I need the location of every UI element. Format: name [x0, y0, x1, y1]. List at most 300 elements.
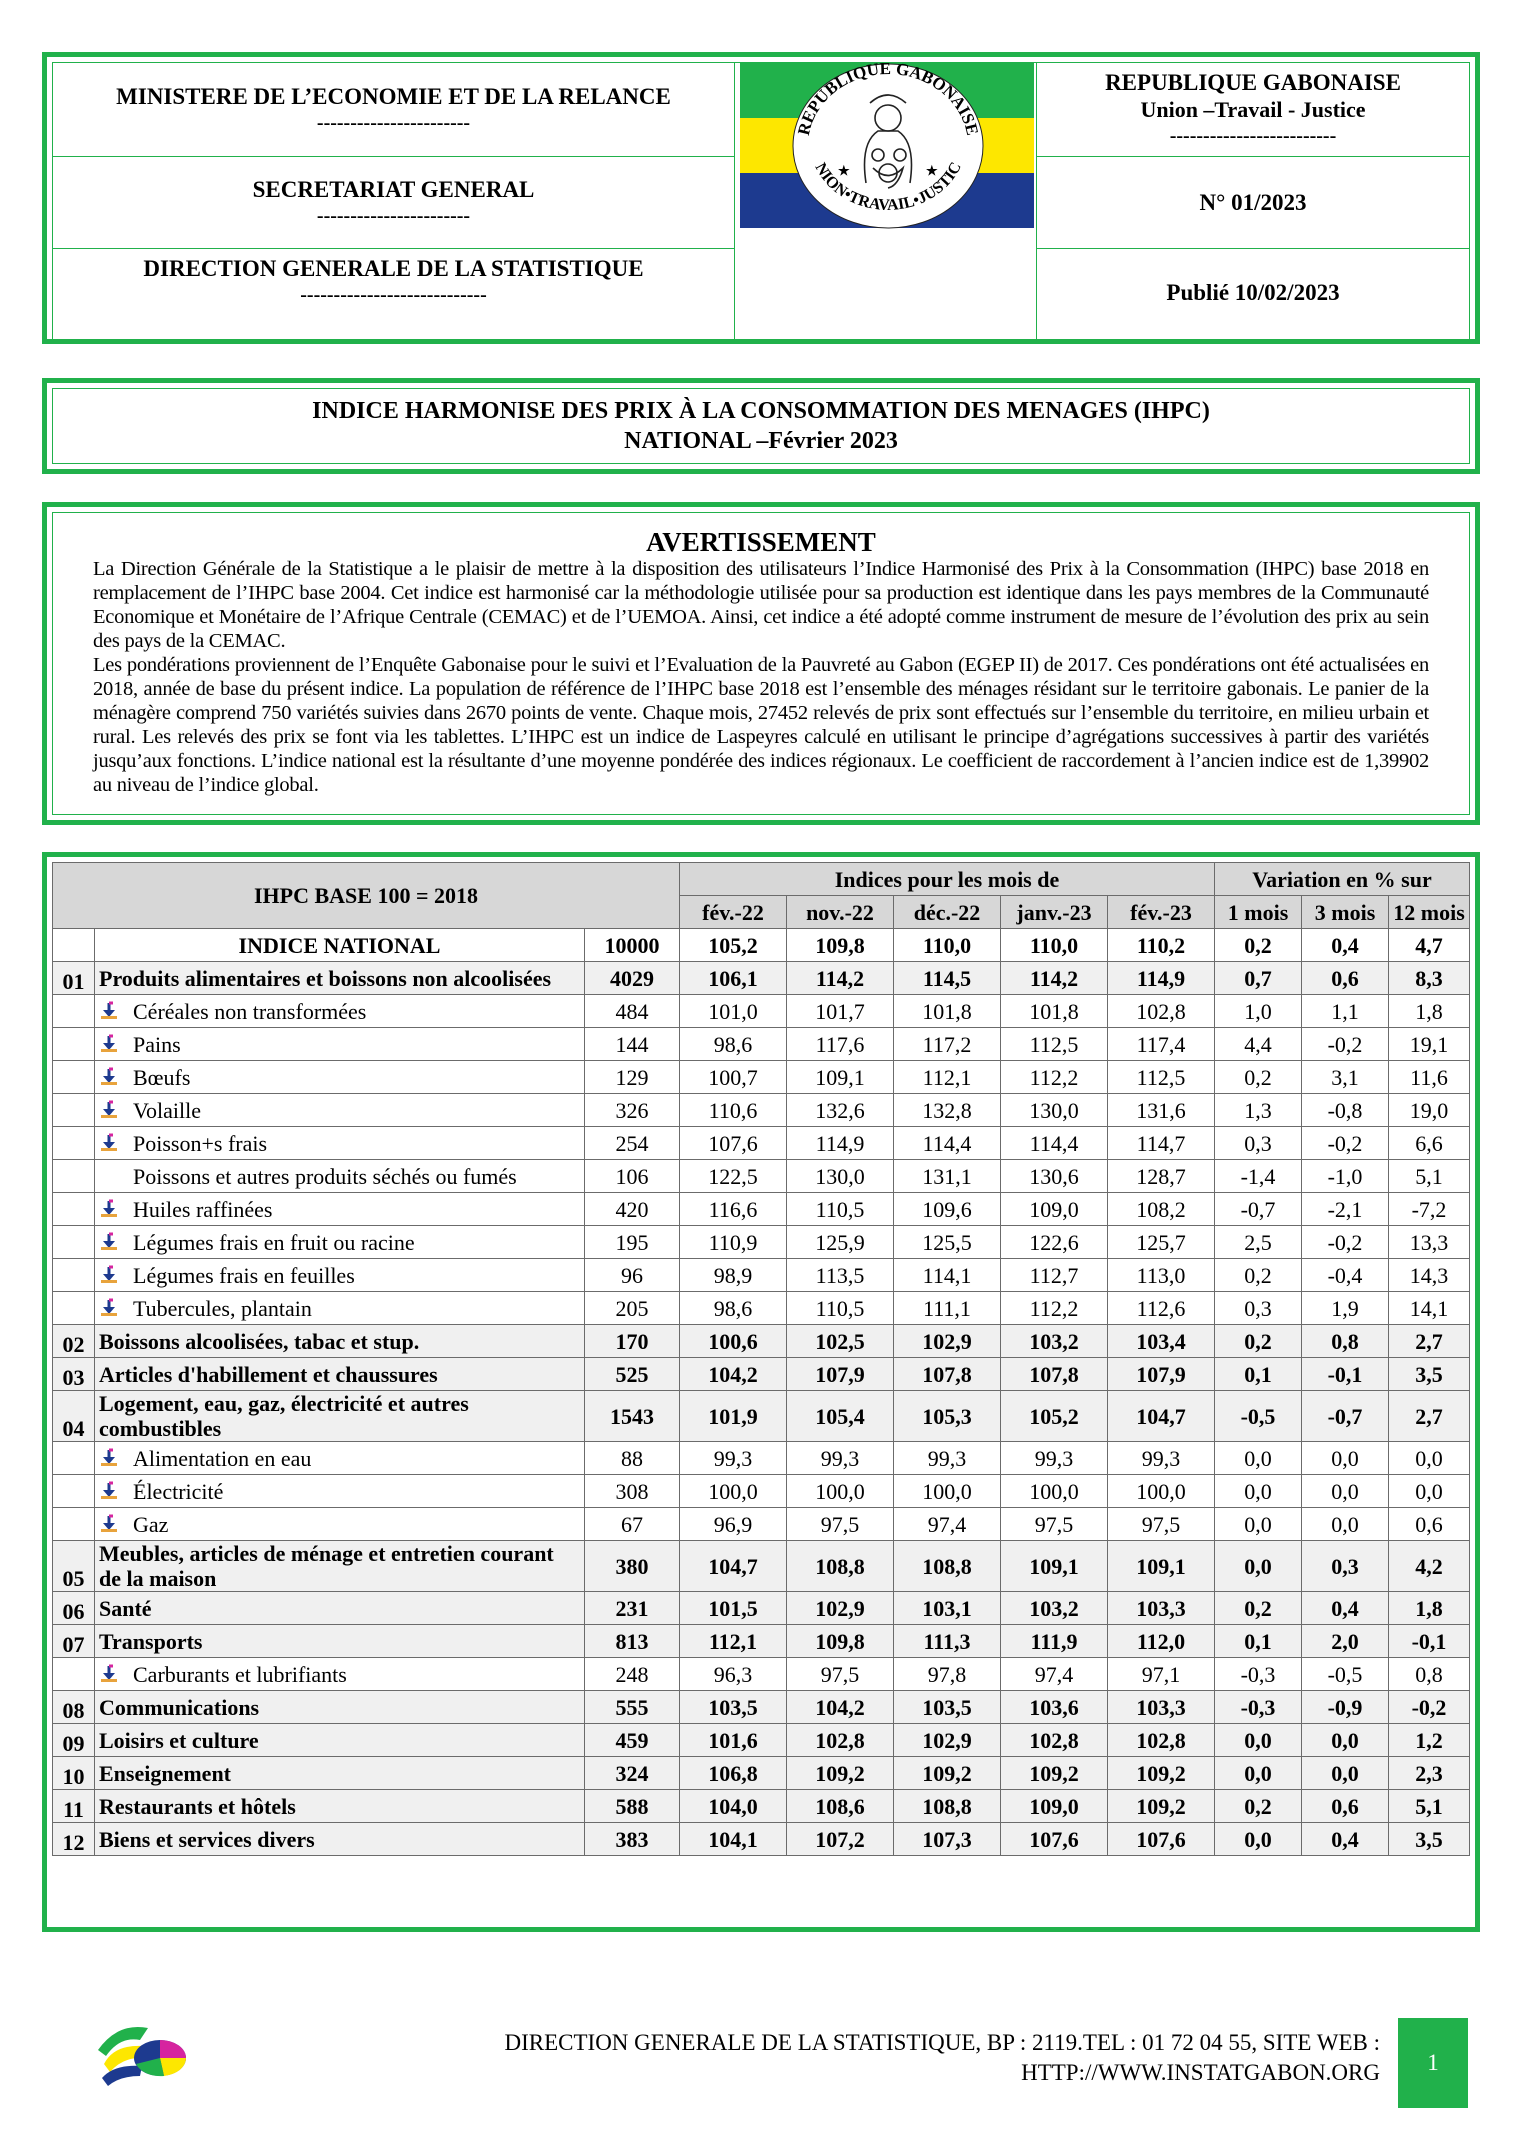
secretariat-cell [53, 157, 735, 249]
row-label: Tubercules, plantain [133, 1295, 312, 1321]
subgroup-row [53, 995, 1470, 1028]
warning-paragraph-2: Les pondérations proviennent de l’Enquête Gabonaise pour le suivi et l’Evaluation de la Pauvreté au Gabon (EGEP II) de 2017. Ces pondérations ont été actualisées en 2018, année de base du présent indice. La population de référence de l’IHPC base 2018 est l’ensemble des ménages résidant sur le territoire gabonais. Le panier de la ménagère comprend 750 variétés suivies dans 2670 points de vente. Chaque mois, 27452 relevés de prix sont effectués sur l’ensemble du territoire, en milieu urbain et rural. Les relevés des prix se font via les tablettes. L’IHPC est un indice de Laspeyres calculé en utilisant le principe d’agrégations successives à partir des variétés jusqu’aux fonctions. L’indice national est la résultante d’une moyenne pondérée des indices régionaux. Le coefficient de raccordement à l’ancien indice est de 1,39902 au niveau de l’indice global. [93, 654, 1429, 796]
index-value: 97,4 [1001, 1658, 1108, 1691]
down-arrow-icon [99, 1664, 119, 1684]
row-label: Poisson+s frais [133, 1130, 268, 1156]
title-line-1: INDICE HARMONISE DES PRIX À LA CONSOMMATION DES MENAGES (IHPC) [312, 398, 1210, 424]
row-code [53, 1193, 95, 1226]
index-value: 97,4 [894, 1508, 1001, 1541]
group-row [53, 1325, 1470, 1358]
row-code [53, 1061, 95, 1094]
warning-heading: AVERTISSEMENT [646, 527, 876, 557]
weight-cell: 813 [585, 1625, 680, 1658]
index-value: 109,2 [1108, 1757, 1215, 1790]
index-value: 112,6 [1108, 1292, 1215, 1325]
variation-value: -0,5 [1302, 1658, 1389, 1691]
index-value: 96,9 [680, 1508, 787, 1541]
index-value: 117,6 [787, 1028, 894, 1061]
row-label: Bœufs [133, 1064, 191, 1090]
weight-cell: 308 [585, 1475, 680, 1508]
month-header: fév.-23 [1108, 896, 1215, 929]
index-value: 100,0 [894, 1475, 1001, 1508]
weight-cell: 106 [585, 1160, 680, 1193]
row-label-cell [95, 1790, 585, 1823]
index-value: 99,3 [1001, 1442, 1108, 1475]
period-header: 1 mois [1215, 896, 1302, 929]
index-value: 131,6 [1108, 1094, 1215, 1127]
variation-value: 2,7 [1389, 1325, 1470, 1358]
index-value: 99,3 [680, 1442, 787, 1475]
variation-value: 0,3 [1302, 1541, 1389, 1592]
variation-value: 0,0 [1389, 1475, 1470, 1508]
variation-value: -0,2 [1302, 1028, 1389, 1061]
row-label-cell [95, 962, 585, 995]
group-row [53, 1757, 1470, 1790]
index-value: 109,8 [787, 1625, 894, 1658]
row-code: 02 [53, 1325, 95, 1358]
row-code [53, 995, 95, 1028]
down-arrow-icon [99, 1232, 119, 1252]
row-label: INDICE NATIONAL [238, 932, 441, 958]
index-value: 96,3 [680, 1658, 787, 1691]
subgroup-row [53, 1292, 1470, 1325]
dgs-logo-icon [94, 2020, 190, 2092]
variation-value: 0,6 [1389, 1508, 1470, 1541]
index-value: 111,3 [894, 1625, 1001, 1658]
national-index-row [53, 929, 1470, 962]
variation-value: 0,0 [1215, 1541, 1302, 1592]
index-value: 107,6 [1001, 1823, 1108, 1856]
index-value: 108,6 [787, 1790, 894, 1823]
index-value: 103,1 [894, 1592, 1001, 1625]
index-value: 107,3 [894, 1823, 1001, 1856]
row-label-cell [95, 1625, 585, 1658]
index-value: 111,9 [1001, 1625, 1108, 1658]
warning-box [42, 502, 1480, 825]
index-value: 122,6 [1001, 1226, 1108, 1259]
subgroup-row [53, 1028, 1470, 1061]
row-label: Biens et services divers [99, 1826, 315, 1852]
group-row [53, 1625, 1470, 1658]
subgroup-row [53, 1475, 1470, 1508]
index-value: 101,8 [894, 995, 1001, 1028]
row-code [53, 1160, 95, 1193]
ministry-name: MINISTERE DE L’ECONOMIE ET DE LA RELANCE [116, 83, 671, 109]
row-label: Produits alimentaires et boissons non alcoolisées [99, 965, 552, 991]
row-label: Légumes frais en fruit ou racine [133, 1229, 415, 1255]
variation-value: -0,7 [1302, 1391, 1389, 1442]
index-value: 103,3 [1108, 1592, 1215, 1625]
variation-value: -0,7 [1215, 1193, 1302, 1226]
emblem-cell [735, 63, 1037, 340]
weight-cell: 383 [585, 1823, 680, 1856]
down-arrow-icon [99, 1448, 119, 1468]
indices-header: Indices pour les mois de [680, 863, 1215, 896]
index-value: 100,7 [680, 1061, 787, 1094]
index-value: 109,1 [1001, 1541, 1108, 1592]
weight-cell: 380 [585, 1541, 680, 1592]
row-code: 10 [53, 1757, 95, 1790]
row-code: 01 [53, 962, 95, 995]
direction-separator: ---------------------------- [300, 284, 487, 306]
variation-value: 3,5 [1389, 1358, 1470, 1391]
weight-cell: 144 [585, 1028, 680, 1061]
index-value: 97,5 [787, 1658, 894, 1691]
row-label-cell [95, 1508, 585, 1541]
header-table [52, 62, 1470, 340]
index-value: 112,5 [1108, 1061, 1215, 1094]
row-label-cell [95, 1292, 585, 1325]
index-value: 108,2 [1108, 1193, 1215, 1226]
index-value: 112,7 [1001, 1259, 1108, 1292]
variation-value: -0,2 [1302, 1226, 1389, 1259]
variation-value: 19,1 [1389, 1028, 1470, 1061]
variation-value: 19,0 [1389, 1094, 1470, 1127]
row-label-cell [95, 1160, 585, 1193]
secretariat-separator: ----------------------- [316, 204, 471, 227]
index-value: 104,0 [680, 1790, 787, 1823]
variation-value: 0,2 [1215, 929, 1302, 962]
index-value: 97,5 [1108, 1508, 1215, 1541]
ministry-separator: ----------------------- [316, 111, 471, 134]
weight-cell: 326 [585, 1094, 680, 1127]
index-value: 102,9 [894, 1724, 1001, 1757]
index-value: 109,1 [787, 1061, 894, 1094]
index-value: 103,2 [1001, 1325, 1108, 1358]
row-label-cell [95, 1724, 585, 1757]
index-value: 117,4 [1108, 1028, 1215, 1061]
index-value: 103,6 [1001, 1691, 1108, 1724]
weight-cell: 10000 [585, 929, 680, 962]
row-label-cell [95, 1442, 585, 1475]
variation-value: 13,3 [1389, 1226, 1470, 1259]
index-value: 99,3 [787, 1442, 894, 1475]
index-value: 100,0 [787, 1475, 894, 1508]
variation-value: 0,4 [1302, 1823, 1389, 1856]
group-row [53, 962, 1470, 995]
row-label: Loisirs et culture [99, 1727, 259, 1753]
group-row [53, 1391, 1470, 1442]
index-value: 106,1 [680, 962, 787, 995]
weight-cell: 555 [585, 1691, 680, 1724]
row-label: Boissons alcoolisées, tabac et stup. [99, 1328, 420, 1354]
variation-value: 0,2 [1215, 1592, 1302, 1625]
row-label: Électricité [133, 1478, 224, 1504]
row-label: Meubles, articles de ménage et entretien courant de la maison [99, 1541, 554, 1591]
index-value: 100,6 [680, 1325, 787, 1358]
index-value: 114,9 [1108, 962, 1215, 995]
index-value: 107,6 [680, 1127, 787, 1160]
row-label-cell [95, 1592, 585, 1625]
index-value: 116,6 [680, 1193, 787, 1226]
index-value: 104,1 [680, 1823, 787, 1856]
index-value: 102,8 [1108, 1724, 1215, 1757]
variation-value: 1,8 [1389, 995, 1470, 1028]
variation-value: 0,0 [1302, 1757, 1389, 1790]
variation-value: 14,3 [1389, 1259, 1470, 1292]
weight-cell: 195 [585, 1226, 680, 1259]
weight-cell: 1543 [585, 1391, 680, 1442]
month-header: nov.-22 [787, 896, 894, 929]
index-value: 114,7 [1108, 1127, 1215, 1160]
variation-value: 0,6 [1302, 1790, 1389, 1823]
row-label-cell [95, 1061, 585, 1094]
variation-value: 6,6 [1389, 1127, 1470, 1160]
index-value: 105,3 [894, 1391, 1001, 1442]
index-value: 110,2 [1108, 929, 1215, 962]
variation-value: 0,0 [1302, 1724, 1389, 1757]
row-label-cell [95, 929, 585, 962]
index-value: 112,1 [680, 1625, 787, 1658]
bulletin-number: N° 01/2023 [1037, 157, 1470, 249]
index-value: 110,0 [894, 929, 1001, 962]
index-value: 105,2 [1001, 1391, 1108, 1442]
index-value: 112,1 [894, 1061, 1001, 1094]
row-code [53, 1658, 95, 1691]
weight-cell: 88 [585, 1442, 680, 1475]
gabon-emblem [738, 63, 1034, 333]
index-value: 98,6 [680, 1028, 787, 1061]
variation-value: 14,1 [1389, 1292, 1470, 1325]
index-value: 109,0 [1001, 1193, 1108, 1226]
variation-value: 0,4 [1302, 929, 1389, 962]
row-code [53, 1508, 95, 1541]
weight-cell: 254 [585, 1127, 680, 1160]
index-value: 102,8 [787, 1724, 894, 1757]
variation-value: 0,2 [1215, 1061, 1302, 1094]
weight-cell: 324 [585, 1757, 680, 1790]
variation-value: -1,4 [1215, 1160, 1302, 1193]
title-box [42, 378, 1480, 474]
row-code [53, 1475, 95, 1508]
row-code: 08 [53, 1691, 95, 1724]
variation-value: 0,4 [1302, 1592, 1389, 1625]
row-label: Enseignement [99, 1760, 231, 1786]
variation-value: 0,3 [1215, 1127, 1302, 1160]
variation-value: 8,3 [1389, 962, 1470, 995]
svg-text:REPUBLIQUE GABONAISE: REPUBLIQUE GABONAISE [793, 63, 982, 138]
variation-value: 0,2 [1215, 1325, 1302, 1358]
row-code: 09 [53, 1724, 95, 1757]
index-value: 131,1 [894, 1160, 1001, 1193]
group-row [53, 1592, 1470, 1625]
month-header: janv.-23 [1001, 896, 1108, 929]
index-table [52, 862, 1470, 1856]
variation-value: 0,1 [1215, 1625, 1302, 1658]
row-code [53, 929, 95, 962]
row-code: 12 [53, 1823, 95, 1856]
weight-cell: 170 [585, 1325, 680, 1358]
index-value: 109,6 [894, 1193, 1001, 1226]
index-value: 103,2 [1001, 1592, 1108, 1625]
variation-value: 0,8 [1389, 1658, 1470, 1691]
row-label-cell [95, 1475, 585, 1508]
index-value: 128,7 [1108, 1160, 1215, 1193]
index-value: 113,5 [787, 1259, 894, 1292]
row-label-cell [95, 1226, 585, 1259]
row-label-cell [95, 1028, 585, 1061]
row-label-cell [95, 1259, 585, 1292]
index-value: 104,7 [1108, 1391, 1215, 1442]
index-value: 100,0 [1108, 1475, 1215, 1508]
row-label-cell [95, 1325, 585, 1358]
row-label: Transports [99, 1628, 203, 1654]
index-table-body [53, 929, 1470, 1856]
weight-cell: 96 [585, 1259, 680, 1292]
variation-value: -0,1 [1302, 1358, 1389, 1391]
group-row [53, 1541, 1470, 1592]
index-value: 125,9 [787, 1226, 894, 1259]
variation-value: 0,0 [1389, 1442, 1470, 1475]
index-value: 108,8 [894, 1790, 1001, 1823]
index-value: 103,4 [1108, 1325, 1215, 1358]
variation-value: -0,2 [1389, 1691, 1470, 1724]
row-label: Restaurants et hôtels [99, 1793, 296, 1819]
index-value: 103,3 [1108, 1691, 1215, 1724]
index-value: 107,9 [787, 1358, 894, 1391]
month-header: déc.-22 [894, 896, 1001, 929]
subgroup-row [53, 1508, 1470, 1541]
variation-value: 2,0 [1302, 1625, 1389, 1658]
variation-value: -0,9 [1302, 1691, 1389, 1724]
index-value: 97,5 [1001, 1508, 1108, 1541]
group-row [53, 1691, 1470, 1724]
svg-text:★: ★ [837, 163, 850, 178]
down-arrow-icon [99, 1481, 119, 1501]
variation-value: 1,3 [1215, 1094, 1302, 1127]
row-code [53, 1094, 95, 1127]
index-value: 114,1 [894, 1259, 1001, 1292]
row-label: Articles d'habillement et chaussures [99, 1361, 438, 1387]
variation-value: -7,2 [1389, 1193, 1470, 1226]
variation-value: 0,0 [1215, 1757, 1302, 1790]
row-code: 11 [53, 1790, 95, 1823]
republic-separator: ------------------------- [1169, 125, 1337, 147]
index-value: 102,8 [1108, 995, 1215, 1028]
variation-value: 0,0 [1215, 1442, 1302, 1475]
base-label: IHPC BASE 100 = 2018 [53, 863, 680, 929]
index-value: 107,8 [1001, 1358, 1108, 1391]
index-value: 101,9 [680, 1391, 787, 1442]
variation-value: 0,2 [1215, 1790, 1302, 1823]
variation-value: 0,0 [1302, 1475, 1389, 1508]
index-value: 112,2 [1001, 1292, 1108, 1325]
index-value: 109,1 [1108, 1541, 1215, 1592]
weight-cell: 588 [585, 1790, 680, 1823]
index-table-box [42, 852, 1480, 1932]
index-value: 102,8 [1001, 1724, 1108, 1757]
row-label: Carburants et lubrifiants [133, 1661, 347, 1687]
secretariat-name: SECRETARIAT GENERAL [252, 176, 535, 202]
group-row [53, 1358, 1470, 1391]
index-value: 108,8 [787, 1541, 894, 1592]
direction-cell [53, 249, 735, 340]
index-value: 98,6 [680, 1292, 787, 1325]
index-value: 101,7 [787, 995, 894, 1028]
subgroup-row [53, 1127, 1470, 1160]
variation-value: 0,0 [1302, 1442, 1389, 1475]
weight-cell: 231 [585, 1592, 680, 1625]
subgroup-row [53, 1226, 1470, 1259]
index-value: 112,5 [1001, 1028, 1108, 1061]
weight-cell: 129 [585, 1061, 680, 1094]
group-row [53, 1823, 1470, 1856]
index-value: 110,5 [787, 1292, 894, 1325]
row-label: Communications [99, 1694, 260, 1720]
index-value: 100,0 [680, 1475, 787, 1508]
index-value: 109,2 [1001, 1757, 1108, 1790]
index-value: 132,6 [787, 1094, 894, 1127]
row-code: 07 [53, 1625, 95, 1658]
index-value: 110,5 [787, 1193, 894, 1226]
row-code [53, 1127, 95, 1160]
index-value: 99,3 [1108, 1442, 1215, 1475]
weight-cell: 4029 [585, 962, 680, 995]
variation-value: 0,0 [1215, 1724, 1302, 1757]
down-arrow-icon [99, 1001, 119, 1021]
row-label-cell [95, 1658, 585, 1691]
month-header: fév.-22 [680, 896, 787, 929]
index-value: 114,9 [787, 1127, 894, 1160]
index-value: 101,8 [1001, 995, 1108, 1028]
row-label: Légumes frais en feuilles [133, 1262, 355, 1288]
variation-value: 3,5 [1389, 1823, 1470, 1856]
row-label-cell [95, 1193, 585, 1226]
warning-paragraph-1: La Direction Générale de la Statistique a le plaisir de mettre à la disposition des utilisateurs l’Indice Harmonisé des Prix à la Consommation (IHPC) base 2018 en remplacement de l’IHPC base 2004. Cet indice est harmonisé car la méthodologie utilisée pour sa production est identique dans les pays membres de la Communauté Economique et Monétaire de l’Afrique Centrale (CEMAC) et de l’UEMOA. Ainsi, cet indice a été adopté comme instrument de mesure de l’évolution des prix au sein des pays de la CEMAC. [93, 558, 1429, 652]
down-arrow-icon [99, 1034, 119, 1054]
index-value: 99,3 [894, 1442, 1001, 1475]
weight-cell: 420 [585, 1193, 680, 1226]
group-row [53, 1790, 1470, 1823]
variation-value: 1,1 [1302, 995, 1389, 1028]
index-value: 107,2 [787, 1823, 894, 1856]
variation-value: 2,5 [1215, 1226, 1302, 1259]
ministry-cell [53, 63, 735, 157]
index-value: 130,6 [1001, 1160, 1108, 1193]
index-value: 101,5 [680, 1592, 787, 1625]
variation-value: 5,1 [1389, 1160, 1470, 1193]
index-value: 114,2 [1001, 962, 1108, 995]
row-label: Santé [99, 1595, 152, 1621]
subgroup-row [53, 1094, 1470, 1127]
variation-value: 4,7 [1389, 929, 1470, 962]
index-value: 125,5 [894, 1226, 1001, 1259]
row-code [53, 1292, 95, 1325]
index-value: 102,9 [787, 1592, 894, 1625]
subgroup-row [53, 1442, 1470, 1475]
index-value: 103,5 [894, 1691, 1001, 1724]
weight-cell: 205 [585, 1292, 680, 1325]
index-value: 109,2 [894, 1757, 1001, 1790]
footer-website: HTTP://WWW.INSTATGABON.ORG [1021, 2060, 1380, 2085]
row-code: 03 [53, 1358, 95, 1391]
index-value: 102,9 [894, 1325, 1001, 1358]
variation-value: -0,3 [1215, 1691, 1302, 1724]
blank-icon-slot [99, 1166, 119, 1186]
row-code [53, 1442, 95, 1475]
title-line-2: NATIONAL –Février 2023 [624, 428, 898, 454]
variation-value: 1,2 [1389, 1724, 1470, 1757]
variation-value: 3,1 [1302, 1061, 1389, 1094]
row-code: 04 [53, 1391, 95, 1442]
index-value: 100,0 [1001, 1475, 1108, 1508]
index-value: 112,2 [1001, 1061, 1108, 1094]
variation-value: -0,2 [1302, 1127, 1389, 1160]
variation-value: 1,0 [1215, 995, 1302, 1028]
variation-value: 1,8 [1389, 1592, 1470, 1625]
row-code [53, 1028, 95, 1061]
variation-value: 0,0 [1302, 1508, 1389, 1541]
